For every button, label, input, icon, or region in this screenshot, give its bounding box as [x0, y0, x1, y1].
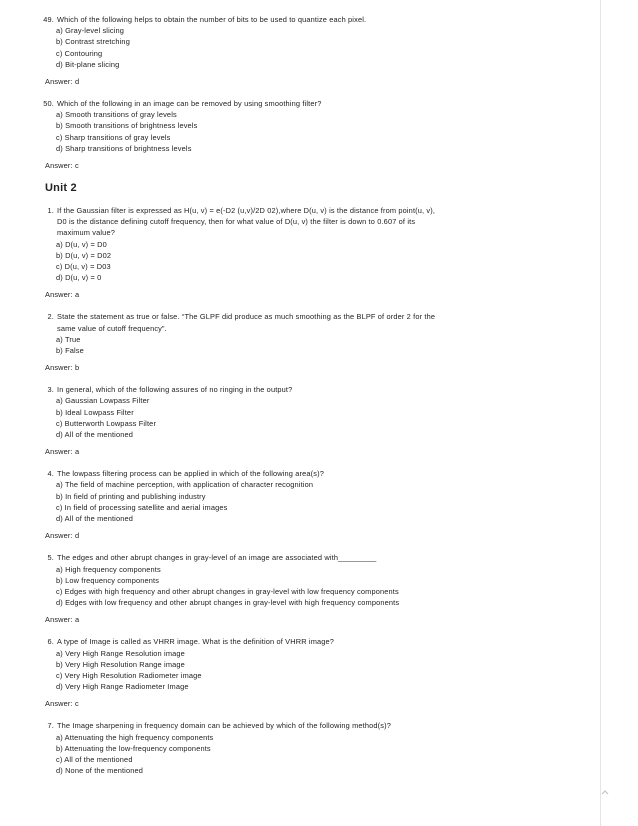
question-text: The Image sharpening in frequency domain can be achieved by which of the following method(s)? [57, 721, 391, 731]
question-number: 5. [47, 553, 54, 563]
question-number: 3. [47, 385, 54, 395]
question-number: 7. [47, 721, 54, 731]
answer: Answer: b [45, 363, 80, 373]
question-text: The lowpass filtering process can be applied in which of the following area(s)? [57, 469, 324, 479]
scrollbar-track[interactable] [600, 0, 601, 826]
option: b) Smooth transitions of brightness levels [56, 121, 198, 131]
option: a) True [56, 334, 81, 344]
question-block [40, 720, 440, 776]
option: c) D(u, v) = D03 [56, 262, 111, 272]
option: d) All of the mentioned [56, 430, 133, 440]
unit-heading: Unit 2 [45, 182, 77, 195]
answer: Answer: d [45, 77, 80, 87]
question-block [40, 552, 440, 625]
question-text: Which of the following in an image can be removed by using smoothing filter? [57, 99, 322, 109]
option: a) D(u, v) = D0 [56, 239, 107, 249]
option: a) Attenuating the high frequency components [56, 732, 214, 742]
question-text: A type of Image is called as VHRR image. What is the definition of VHRR image? [57, 637, 335, 647]
option: d) Bit-plane slicing [56, 59, 120, 69]
answer: Answer: c [45, 699, 79, 709]
question-number: 2. [47, 312, 54, 322]
option: b) Very High Resolution Range image [56, 659, 185, 669]
question-text: In general, which of the following assures of no ringing in the output? [57, 385, 293, 395]
option: a) The field of machine perception, with application of character recognition [56, 480, 314, 490]
option: d) Very High Range Radiometer Image [56, 682, 189, 692]
question-number: 49. [43, 15, 54, 24]
option: a) Gray-level slicing [56, 26, 125, 36]
question-number: 50. [43, 99, 54, 109]
question-block [40, 205, 440, 300]
answer: Answer: c [45, 161, 79, 171]
question-number: 4. [47, 469, 54, 479]
question-number: 1. [47, 206, 54, 216]
option: d) None of the mentioned [56, 766, 144, 776]
question-text: If the Gaussian filter is expressed as H(u, v) = e(-D2 (u,v)/2D 02),where D(u, v) is the distance from point(u, v), D0 is the distance defining cutoff frequency, then for what value of D(u, v) the filter is down to 0.607 of its maximum value? [57, 206, 436, 238]
option: a) Gaussian Lowpass Filter [56, 396, 150, 406]
option: a) High frequency components [56, 564, 161, 574]
option: b) False [56, 346, 84, 356]
option: a) Very High Range Resolution image [56, 648, 185, 658]
option: b) D(u, v) = D02 [56, 250, 112, 260]
chevron-up-icon-graphic [601, 789, 609, 795]
option: c) All of the mentioned [56, 754, 133, 764]
quiz-content [40, 14, 440, 787]
option: d) D(u, v) = 0 [56, 273, 102, 283]
question-block [40, 98, 440, 171]
option: c) Butterworth Lowpass Filter [56, 418, 157, 428]
option: b) Attenuating the low-frequency components [56, 743, 211, 753]
question-text: State the statement as true or false. “The GLPF did produce as much smoothing as the BLPF of order 2 for the same value of cutoff frequency”. [57, 312, 436, 333]
answer: Answer: a [45, 290, 80, 300]
answer: Answer: a [45, 447, 80, 457]
answer: Answer: a [45, 615, 80, 625]
option: c) Contouring [56, 48, 103, 58]
option: c) Very High Resolution Radiometer image [56, 670, 202, 680]
option: b) Ideal Lowpass Filter [56, 407, 134, 417]
answer: Answer: d [45, 531, 80, 541]
option: d) Sharp transitions of brightness levels [56, 143, 192, 153]
question-text: The edges and other abrupt changes in gray-level of an image are associated with_________ [57, 553, 377, 563]
option: b) Low frequency components [56, 575, 160, 585]
option: a) Smooth transitions of gray levels [56, 110, 177, 120]
option: b) Contrast stretching [56, 37, 130, 47]
question-block [40, 636, 440, 709]
option: d) Edges with low frequency and other abrupt changes in gray-level with high frequency components [56, 598, 400, 608]
option: d) All of the mentioned [56, 514, 133, 524]
option: c) In field of processing satellite and aerial images [56, 502, 228, 512]
option: b) In field of printing and publishing industry [56, 491, 206, 501]
question-block [40, 468, 440, 541]
question-text: Which of the following helps to obtain the number of bits to be used to quantize each pixel. [57, 15, 367, 24]
question-block [40, 14, 440, 87]
question-block [40, 311, 440, 373]
option: c) Edges with high frequency and other abrupt changes in gray-level with low frequency components [56, 586, 399, 596]
chevron-up-icon[interactable] [600, 788, 610, 798]
option: c) Sharp transitions of gray levels [56, 132, 171, 142]
question-block [40, 384, 440, 457]
question-number: 6. [47, 637, 54, 647]
